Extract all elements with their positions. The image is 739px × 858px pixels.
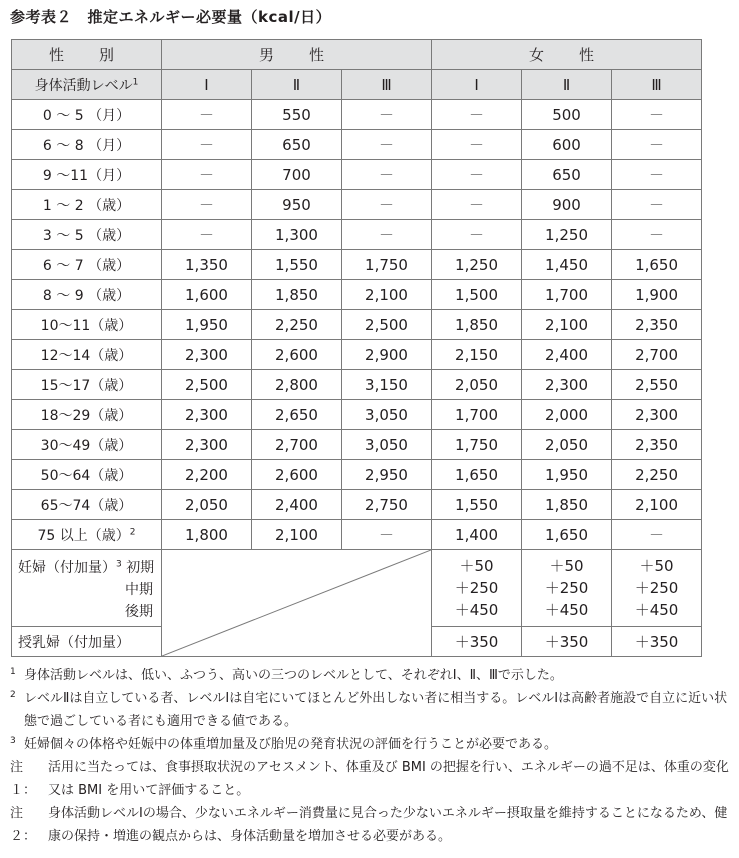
age-cell [12, 400, 162, 430]
value-cell: 2,700 [252, 430, 342, 460]
table-row [12, 520, 702, 550]
value-cell: 2,250 [252, 310, 342, 340]
age-label: 12～14（歳） [40, 347, 133, 364]
pregnant-footnote: 3 [116, 559, 122, 570]
value-cell: 2,800 [252, 370, 342, 400]
value-cell: 1,900 [612, 280, 702, 310]
pregnant-female-1 [432, 550, 522, 627]
sex-label: 性 別 [12, 40, 162, 70]
male-header: 男 性 [162, 40, 432, 70]
value-cell: 1,800 [162, 520, 252, 550]
value-early: ＋50 [639, 557, 674, 575]
value-cell: － [612, 520, 702, 550]
table-row [12, 220, 702, 250]
value-cell: 2,500 [342, 310, 432, 340]
age-label: 65～74（歳） [40, 497, 133, 514]
lactating-female-3: ＋350 [612, 627, 702, 657]
table-row [12, 100, 702, 130]
value-cell: － [162, 190, 252, 220]
age-cell [12, 280, 162, 310]
value-cell: 2,550 [612, 370, 702, 400]
footnote-text: 妊婦個々の体格や妊娠中の体重増加量及び胎児の発育状況の評価を行うことが必要である。 [24, 737, 558, 752]
value-cell: 3,050 [342, 400, 432, 430]
lactating-female-2: ＋350 [522, 627, 612, 657]
value-cell: 2,350 [612, 430, 702, 460]
age-footnote: 2 [129, 526, 136, 537]
value-cell: 1,650 [612, 250, 702, 280]
value-cell: 2,500 [162, 370, 252, 400]
table-row [12, 460, 702, 490]
value-cell: 1,850 [522, 490, 612, 520]
age-cell [12, 130, 162, 160]
value-late: ＋450 [544, 601, 589, 619]
value-cell: 2,600 [252, 340, 342, 370]
female-header: 女 性 [432, 40, 702, 70]
age-cell [12, 190, 162, 220]
age-label: 75 以上（歳） [37, 527, 130, 544]
pregnant-female-2 [522, 550, 612, 627]
value-middle: ＋250 [544, 579, 589, 597]
age-cell [12, 220, 162, 250]
value-cell: 1,500 [432, 280, 522, 310]
value-cell: 2,350 [612, 310, 702, 340]
female-level-3: Ⅲ [612, 70, 702, 100]
value-cell: 1,700 [522, 280, 612, 310]
age-label: 0 ～ 5 （月） [42, 107, 131, 124]
value-cell: 2,050 [522, 430, 612, 460]
value-cell: 2,300 [162, 400, 252, 430]
table-row [12, 340, 702, 370]
value-cell: 2,400 [252, 490, 342, 520]
stage-late: 後期 [125, 604, 153, 620]
value-cell: 1,250 [522, 220, 612, 250]
age-cell [12, 310, 162, 340]
value-cell: 2,050 [432, 370, 522, 400]
age-cell [12, 430, 162, 460]
male-level-3: Ⅲ [342, 70, 432, 100]
value-cell: － [342, 100, 432, 130]
age-label: 50～64（歳） [40, 467, 133, 484]
diagonal-line [162, 550, 431, 656]
table-row [12, 190, 702, 220]
footnote-text: レベルⅡは自立している者、レベルⅠは自宅にいてほとんど外出しない者に相当する。レベルⅠは高齢者施設で自立に近い状態で過ごしている者にも適用できる値である。 [24, 691, 728, 729]
age-label: 6 ～ 7 （歳） [42, 257, 131, 274]
value-cell: 650 [522, 160, 612, 190]
value-cell: 2,000 [522, 400, 612, 430]
value-cell: 1,700 [432, 400, 522, 430]
value-cell: 1,300 [252, 220, 342, 250]
value-cell: 1,550 [252, 250, 342, 280]
footnote-marker: 注１： [10, 760, 37, 798]
value-cell: 2,750 [342, 490, 432, 520]
header-row-sex [12, 40, 702, 70]
value-cell: 2,100 [612, 490, 702, 520]
value-cell: 1,750 [342, 250, 432, 280]
footnote-text: 身体活動レベルⅠの場合、少ないエネルギー消費量に見合った少ないエネルギー摂取量を維持することになるため、健康の保持・増進の観点からは、身体活動量を増加させる必要がある。 [48, 806, 728, 844]
activity-level-text: 身体活動レベル [34, 77, 133, 94]
value-cell: － [612, 160, 702, 190]
value-cell: － [432, 100, 522, 130]
footnote-marker: 3 [10, 736, 16, 746]
value-cell: － [432, 220, 522, 250]
value-cell: － [432, 190, 522, 220]
lactating-label: 授乳婦（付加量） [12, 627, 162, 657]
footnote-text: 身体活動レベルは、低い、ふつう、高いの三つのレベルとして、それぞれⅠ、Ⅱ、Ⅲで示した。 [24, 668, 563, 683]
value-cell: 950 [252, 190, 342, 220]
age-label: 30～49（歳） [40, 437, 133, 454]
footnote-marker: 2 [10, 690, 16, 700]
footnotes [10, 664, 730, 848]
male-level-2: Ⅱ [252, 70, 342, 100]
age-label: 8 ～ 9 （歳） [42, 287, 131, 304]
energy-requirement-table [11, 39, 702, 657]
value-cell: 2,300 [162, 430, 252, 460]
value-cell: － [162, 220, 252, 250]
value-cell: 550 [252, 100, 342, 130]
value-cell: － [612, 130, 702, 160]
value-cell: 2,300 [522, 370, 612, 400]
value-cell: 1,950 [522, 460, 612, 490]
table-row [12, 160, 702, 190]
age-label: 15～17（歳） [40, 377, 133, 394]
value-cell: 1,650 [432, 460, 522, 490]
age-cell [12, 370, 162, 400]
value-cell: 2,050 [162, 490, 252, 520]
stage-early: 初期 [126, 560, 155, 576]
value-cell: 700 [252, 160, 342, 190]
value-cell: 650 [252, 130, 342, 160]
header-row-activity [12, 70, 702, 100]
value-cell: 2,200 [162, 460, 252, 490]
age-label: 9 ～11（月） [42, 167, 131, 184]
value-cell: 2,100 [522, 310, 612, 340]
table-row [12, 280, 702, 310]
value-cell: － [342, 220, 432, 250]
value-early: ＋50 [549, 557, 584, 575]
activity-level-label [12, 70, 162, 100]
female-level-2: Ⅱ [522, 70, 612, 100]
table-row [12, 310, 702, 340]
pregnant-female-3 [612, 550, 702, 627]
table-row [12, 490, 702, 520]
value-cell: 1,400 [432, 520, 522, 550]
value-cell: － [342, 130, 432, 160]
value-cell: 2,300 [162, 340, 252, 370]
value-cell: 2,100 [252, 520, 342, 550]
value-cell: 1,450 [522, 250, 612, 280]
value-cell: － [342, 190, 432, 220]
age-cell [12, 250, 162, 280]
value-early: ＋50 [459, 557, 494, 575]
table-title [10, 6, 331, 27]
table-row [12, 400, 702, 430]
table-row [12, 430, 702, 460]
value-cell: － [612, 190, 702, 220]
age-label: 1 ～ 2 （歳） [42, 197, 131, 214]
value-cell: 2,300 [612, 400, 702, 430]
value-cell: － [342, 520, 432, 550]
value-cell: 3,050 [342, 430, 432, 460]
value-cell: 2,600 [252, 460, 342, 490]
value-cell: 1,350 [162, 250, 252, 280]
age-cell [12, 520, 162, 550]
age-label: 6 ～ 8 （月） [42, 137, 131, 154]
value-middle: ＋250 [454, 579, 499, 597]
stage-middle: 中期 [125, 582, 153, 598]
value-cell: 900 [522, 190, 612, 220]
title-unit: （kcal/日） [242, 8, 332, 26]
male-level-1: Ⅰ [162, 70, 252, 100]
pregnant-label: 妊婦（付加量） [18, 560, 116, 576]
footnote-item [10, 733, 730, 756]
value-cell: － [162, 160, 252, 190]
footnote-text: 活用に当たっては、食事摂取状況のアセスメント、体重及び BMI の把握を行い、エネルギーの過不足は、体重の変化又は BMI を用いて評価すること。 [48, 760, 729, 798]
footnote-item [10, 756, 730, 802]
age-cell [12, 340, 162, 370]
value-cell: － [162, 100, 252, 130]
value-cell: － [342, 160, 432, 190]
age-cell [12, 460, 162, 490]
footnote-marker: 1 [10, 667, 16, 677]
value-cell: 2,400 [522, 340, 612, 370]
pregnant-row [12, 550, 702, 627]
value-cell: － [612, 100, 702, 130]
age-label: 10～11（歳） [40, 317, 133, 334]
value-cell: 1,650 [522, 520, 612, 550]
value-cell: 1,600 [162, 280, 252, 310]
pregnant-label-cell [12, 550, 162, 627]
value-cell: 1,550 [432, 490, 522, 520]
value-cell: 1,850 [252, 280, 342, 310]
value-middle: ＋250 [634, 579, 679, 597]
age-label: 3 ～ 5 （歳） [42, 227, 131, 244]
value-cell: 600 [522, 130, 612, 160]
value-cell: 1,850 [432, 310, 522, 340]
lactating-female-1: ＋350 [432, 627, 522, 657]
value-cell: 1,950 [162, 310, 252, 340]
table-row [12, 130, 702, 160]
value-cell: － [162, 130, 252, 160]
table-row [12, 370, 702, 400]
value-late: ＋450 [634, 601, 679, 619]
male-not-applicable-cell [162, 550, 432, 657]
value-cell: 2,950 [342, 460, 432, 490]
value-cell: 1,750 [432, 430, 522, 460]
age-cell [12, 160, 162, 190]
value-cell: 2,650 [252, 400, 342, 430]
age-cell [12, 100, 162, 130]
table-row [12, 250, 702, 280]
value-cell: 2,700 [612, 340, 702, 370]
value-cell: 2,150 [432, 340, 522, 370]
value-cell: － [432, 160, 522, 190]
age-cell [12, 490, 162, 520]
value-cell: － [432, 130, 522, 160]
value-cell: 2,250 [612, 460, 702, 490]
footnote-item [10, 802, 730, 848]
title-text: 参考表２ 推定エネルギー必要量 [10, 8, 243, 26]
footnote-item [10, 687, 730, 733]
activity-level-footnote: 1 [132, 76, 139, 87]
footnote-marker: 注２： [10, 806, 37, 844]
value-cell: 500 [522, 100, 612, 130]
female-level-1: Ⅰ [432, 70, 522, 100]
value-cell: 3,150 [342, 370, 432, 400]
value-late: ＋450 [454, 601, 499, 619]
value-cell: 2,100 [342, 280, 432, 310]
value-cell: 1,250 [432, 250, 522, 280]
value-cell: － [612, 220, 702, 250]
value-cell: 2,900 [342, 340, 432, 370]
footnote-item [10, 664, 730, 687]
age-label: 18～29（歳） [40, 407, 133, 424]
